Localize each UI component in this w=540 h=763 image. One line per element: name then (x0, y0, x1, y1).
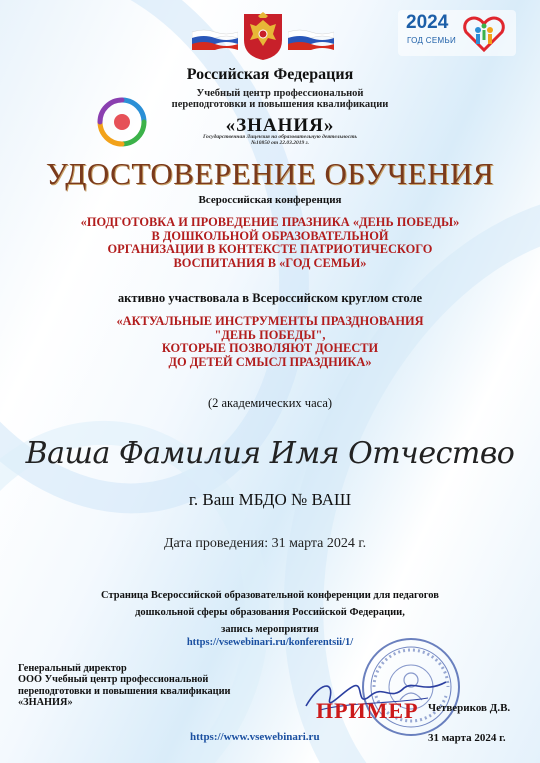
license-line: №10850 от 22.03.2019 г. (250, 140, 310, 146)
family-year-number: 2024 (406, 12, 449, 33)
page-info-line: Страница Всероссийской образовательной конференции для педагогов (101, 590, 439, 601)
znaniya-logo-icon (96, 96, 148, 148)
country-name: Российская Федерация (186, 66, 354, 83)
conference-title-line: В ДОШКОЛЬНОЙ ОБРАЗОВАТЕЛЬНОЙ (151, 228, 389, 243)
certificate-title: УДОСТОВЕРЕНИЕ ОБУЧЕНИЯ (45, 156, 495, 191)
city-institution: г. Ваш МБДО № ВАШ (188, 490, 352, 509)
conference-page-info (40, 587, 500, 638)
director-line: ООО Учебный центр профессиональной (18, 674, 209, 686)
roundtable-title-line: ДО ДЕТЕЙ СМЫСЛ ПРАЗДНИКА» (168, 354, 372, 369)
conference-title (30, 216, 510, 270)
roundtable-title-line: "ДЕНЬ ПОБЕДЫ", (214, 327, 326, 342)
roundtable-title-line: «АКТУАЛЬНЫЕ ИНСТРУМЕНТЫ ПРАЗДНОВАНИЯ (116, 314, 424, 328)
director-line: Генеральный директор (18, 663, 127, 674)
director-line: «ЗНАНИЯ» (18, 697, 73, 709)
roundtable-title-line: КОТОРЫЕ ПОЗВОЛЯЮТ ДОНЕСТИ (161, 341, 379, 355)
event-link[interactable]: https://vsewebinari.ru/konferentsii/1/ (186, 637, 354, 648)
license-line: Государственная Лицензия на образовательную деятельность (202, 134, 358, 140)
director-block (18, 663, 278, 709)
sample-watermark: ПРИМЕР (316, 698, 419, 723)
conference-title-line: ОРГАНИЗАЦИИ В КОНТЕКСТЕ ПАТРИОТИЧЕСКОГО (107, 242, 433, 256)
recipient-name: Ваша Фамилия Имя Отчество (25, 436, 515, 471)
participation-text: активно участвовала в Всероссийском круглом столе (117, 291, 423, 305)
family-year-label: ГОД СЕМЬИ (407, 36, 457, 45)
roundtable-title (60, 315, 480, 369)
academic-hours: (2 академических часа) (207, 396, 333, 410)
tricolor-flag-icon (288, 28, 334, 50)
organization-description (150, 88, 410, 110)
issue-date: 31 марта 2024 г. (428, 732, 506, 744)
conference-title-line: «ПОДГОТОВКА И ПРОВЕДЕНИЕ ПРАЗНИКА «ДЕНЬ ПОБЕДЫ» (80, 215, 460, 229)
signer-name: Четвериков Д.В. (428, 702, 511, 714)
organization-line: Учебный центр профессиональной (196, 88, 364, 99)
organization-line: переподготовки и повышения квалификации (171, 99, 389, 110)
conference-type: Всероссийская конференция (198, 194, 342, 206)
conference-title-line: ВОСПИТАНИЯ В «ГОД СЕМЬИ» (173, 255, 367, 270)
russian-coat-of-arms-icon (236, 8, 290, 62)
event-date: Дата проведения: 31 марта 2024 г. (164, 536, 367, 551)
director-line: переподготовки и повышения квалификации (18, 685, 231, 697)
license-info (150, 134, 410, 146)
tricolor-flag-icon (192, 28, 238, 50)
page-info-line: дошкольной сферы образования Российской Федерации, (135, 607, 405, 618)
site-link[interactable]: https://www.vsewebinari.ru (190, 731, 320, 743)
organization-name: «ЗНАНИЯ» (225, 115, 335, 136)
page-info-line: запись мероприятия (221, 624, 319, 635)
